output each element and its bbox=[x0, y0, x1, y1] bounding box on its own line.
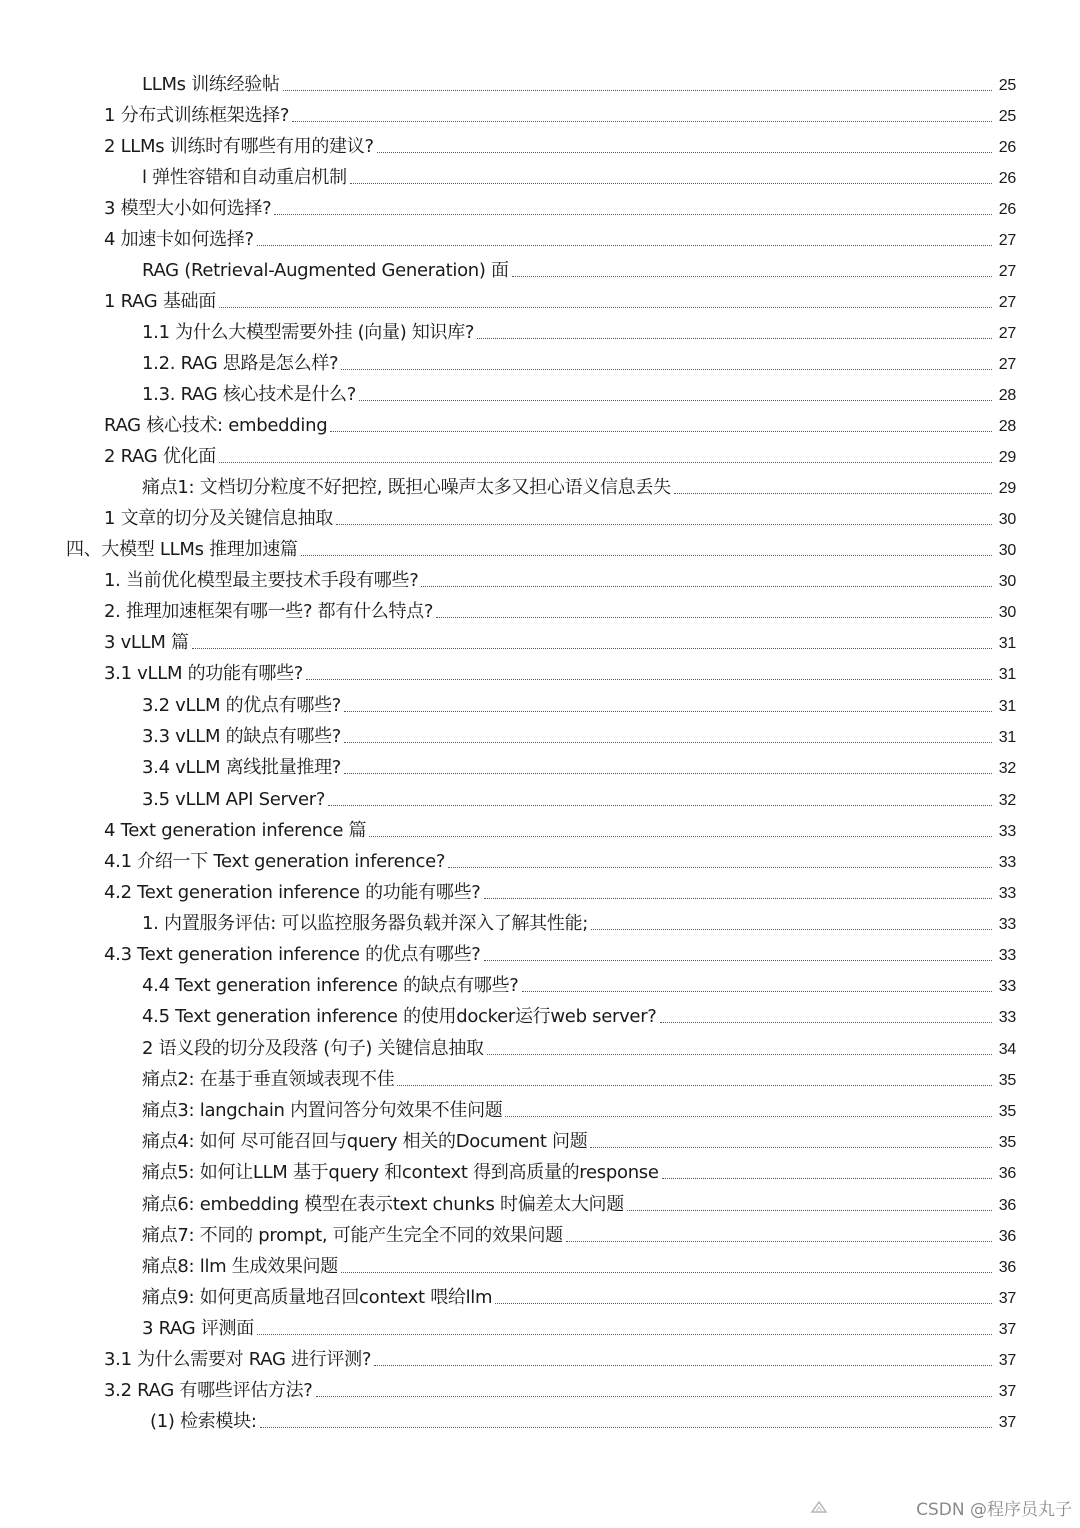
toc-page-number: 33 bbox=[998, 823, 1016, 840]
toc-entry[interactable] bbox=[104, 502, 1016, 530]
toc-page-number: 36 bbox=[998, 1228, 1016, 1245]
toc-dot-leader bbox=[374, 1365, 992, 1366]
toc-entry-title: 痛点9: 如何更高质量地召回context 喂给llm bbox=[142, 1287, 493, 1308]
toc-entry[interactable] bbox=[142, 1281, 1016, 1309]
toc-entry-title: RAG 核心技术: embedding bbox=[104, 415, 328, 436]
toc-entry[interactable] bbox=[104, 626, 1016, 654]
toc-page-number: 33 bbox=[998, 978, 1016, 995]
toc-entry-title: 3.3 vLLM 的缺点有哪些? bbox=[142, 726, 342, 747]
toc-entry-title: 3.2 vLLM 的优点有哪些? bbox=[142, 695, 342, 716]
toc-dot-leader bbox=[448, 867, 992, 868]
toc-dot-leader bbox=[336, 524, 992, 525]
toc-entry-title: 1. 内置服务评估: 可以监控服务器负载并深入了解其性能; bbox=[142, 913, 589, 934]
toc-entry[interactable] bbox=[142, 1250, 1016, 1278]
toc-page-number: 33 bbox=[998, 916, 1016, 933]
toc-dot-leader bbox=[219, 462, 992, 463]
toc-dot-leader bbox=[257, 1334, 992, 1335]
toc-page-number: 35 bbox=[998, 1072, 1016, 1089]
toc-entry[interactable] bbox=[104, 876, 1016, 904]
toc-entry-title: 4 Text generation inference 篇 bbox=[104, 820, 367, 841]
toc-dot-leader bbox=[674, 493, 992, 494]
toc-page-number: 30 bbox=[998, 542, 1016, 559]
toc-entry[interactable] bbox=[104, 285, 1016, 313]
toc-entry[interactable] bbox=[142, 1094, 1016, 1122]
toc-entry-title: 2 语义段的切分及段落 (句子) 关键信息抽取 bbox=[142, 1038, 484, 1059]
toc-entry[interactable] bbox=[104, 657, 1016, 685]
toc-entry-title: 3.2 RAG 有哪些评估方法? bbox=[104, 1380, 313, 1401]
toc-entry[interactable] bbox=[104, 595, 1016, 623]
toc-entry[interactable] bbox=[142, 68, 1016, 96]
toc-entry-title: LLMs 训练经验帖 bbox=[142, 74, 280, 95]
toc-dot-leader bbox=[292, 121, 992, 122]
toc-entry[interactable] bbox=[142, 347, 1016, 375]
toc-page-number: 32 bbox=[998, 760, 1016, 777]
toc-dot-leader bbox=[260, 1427, 992, 1428]
toc-page-number: 33 bbox=[998, 854, 1016, 871]
toc-entry-title: 痛点4: 如何 尽可能召回与query 相关的Document 问题 bbox=[142, 1131, 588, 1152]
toc-page-number: 28 bbox=[998, 387, 1016, 404]
toc-page-number: 35 bbox=[998, 1134, 1016, 1151]
toc-entry-title: 痛点6: embedding 模型在表示text chunks 时偏差太大问题 bbox=[142, 1194, 624, 1215]
toc-dot-leader bbox=[219, 307, 992, 308]
toc-entry-title: RAG (Retrieval-Augmented Generation) 面 bbox=[142, 260, 509, 281]
toc-entry[interactable] bbox=[142, 1188, 1016, 1216]
toc-entry[interactable] bbox=[104, 223, 1016, 251]
toc-entry-title: l 弹性容错和自动重启机制 bbox=[142, 167, 347, 188]
toc-page-number: 37 bbox=[998, 1352, 1016, 1369]
toc-page-number: 30 bbox=[998, 511, 1016, 528]
toc-entry-title: 1 文章的切分及关键信息抽取 bbox=[104, 508, 333, 529]
toc-page-number: 37 bbox=[998, 1383, 1016, 1400]
toc-entry[interactable] bbox=[142, 1063, 1016, 1091]
toc-dot-leader bbox=[344, 711, 992, 712]
toc-entry-title: 4.4 Text generation inference 的缺点有哪些? bbox=[142, 975, 519, 996]
toc-dot-leader bbox=[306, 679, 992, 680]
toc-entry-title: 3 RAG 评测面 bbox=[142, 1318, 254, 1339]
toc-dot-leader bbox=[316, 1396, 992, 1397]
toc-entry[interactable] bbox=[104, 409, 1016, 437]
toc-entry-title: 2. 推理加速框架有哪一些? 都有什么特点? bbox=[104, 601, 434, 622]
toc-dot-leader bbox=[495, 1303, 992, 1304]
toc-dot-leader bbox=[436, 617, 992, 618]
toc-entry[interactable] bbox=[66, 533, 1016, 561]
toc-page-number: 25 bbox=[998, 108, 1016, 125]
toc-entry-title: 痛点1: 文档切分粒度不好把控, 既担心噪声太多又担心语义信息丢失 bbox=[142, 477, 671, 498]
toc-entry-title: 4.3 Text generation inference 的优点有哪些? bbox=[104, 944, 481, 965]
toc-entry-title: 痛点2: 在基于垂直领域表现不佳 bbox=[142, 1069, 395, 1090]
watermark: CSDN @程序员丸子 bbox=[916, 1500, 1072, 1520]
toc-page-number: 30 bbox=[998, 604, 1016, 621]
toc-entry[interactable] bbox=[142, 1032, 1016, 1060]
toc-page-number: 28 bbox=[998, 418, 1016, 435]
toc-dot-leader bbox=[662, 1178, 992, 1179]
toc-dot-leader bbox=[512, 276, 992, 277]
toc-entry-title: 1. 当前优化模型最主要技术手段有哪些? bbox=[104, 570, 419, 591]
toc-dot-leader bbox=[377, 152, 992, 153]
toc-dot-leader bbox=[301, 555, 992, 556]
toc-entry[interactable] bbox=[142, 316, 1016, 344]
toc-dot-leader bbox=[421, 586, 992, 587]
toc-page-number: 27 bbox=[998, 294, 1016, 311]
toc-entry[interactable] bbox=[142, 1125, 1016, 1153]
toc-page-number: 31 bbox=[998, 666, 1016, 683]
toc-dot-leader bbox=[477, 338, 992, 339]
toc-entry[interactable] bbox=[142, 1156, 1016, 1184]
toc-page-number: 33 bbox=[998, 885, 1016, 902]
toc-page-number: 34 bbox=[998, 1041, 1016, 1058]
toc-dot-leader bbox=[397, 1085, 992, 1086]
toc-entry-title: 1.3. RAG 核心技术是什么? bbox=[142, 384, 356, 405]
toc-page-number: 33 bbox=[998, 947, 1016, 964]
toc-entry[interactable] bbox=[142, 783, 1016, 811]
toc-page-number: 30 bbox=[998, 573, 1016, 590]
toc-entry-title: 4.5 Text generation inference 的使用docker运行web server? bbox=[142, 1006, 657, 1027]
toc-entry-title: 痛点7: 不同的 prompt, 可能产生完全不同的效果问题 bbox=[142, 1225, 563, 1246]
toc-page-number: 27 bbox=[998, 325, 1016, 342]
toc-entry-title: 痛点5: 如何让LLM 基于query 和context 得到高质量的response bbox=[142, 1162, 659, 1183]
toc-page-number: 31 bbox=[998, 698, 1016, 715]
toc-page-number: 27 bbox=[998, 356, 1016, 373]
toc-entry[interactable] bbox=[104, 938, 1016, 966]
toc-entry-title: 3.1 vLLM 的功能有哪些? bbox=[104, 663, 304, 684]
toc-entry[interactable] bbox=[104, 564, 1016, 592]
toc-page-number: 29 bbox=[998, 449, 1016, 466]
toc-entry-title: 3.4 vLLM 离线批量推理? bbox=[142, 757, 342, 778]
toc-page-number: 37 bbox=[998, 1290, 1016, 1307]
toc-dot-leader bbox=[359, 400, 992, 401]
toc-dot-leader bbox=[283, 90, 992, 91]
toc-dot-leader bbox=[484, 898, 992, 899]
toc-dot-leader bbox=[257, 245, 992, 246]
toc-entry-title: 3.1 为什么需要对 RAG 进行评测? bbox=[104, 1349, 372, 1370]
toc-entry-title: 4 加速卡如何选择? bbox=[104, 229, 254, 250]
toc-dot-leader bbox=[328, 805, 992, 806]
toc-page-number: 25 bbox=[998, 77, 1016, 94]
toc-page-number: 36 bbox=[998, 1197, 1016, 1214]
toc-dot-leader bbox=[344, 773, 992, 774]
toc-dot-leader bbox=[566, 1241, 992, 1242]
toc-dot-leader bbox=[192, 648, 992, 649]
toc-entry[interactable] bbox=[142, 378, 1016, 406]
toc-entry[interactable] bbox=[104, 1343, 1016, 1371]
toc-dot-leader bbox=[350, 183, 992, 184]
toc-page-number: 33 bbox=[998, 1009, 1016, 1026]
toc-page-number: 37 bbox=[998, 1414, 1016, 1431]
toc-entry[interactable] bbox=[142, 907, 1016, 935]
toc-entry-title: 3 vLLM 篇 bbox=[104, 632, 189, 653]
toc-entry[interactable] bbox=[142, 161, 1016, 189]
toc-entry[interactable] bbox=[104, 192, 1016, 220]
toc-page-number: 26 bbox=[998, 201, 1016, 218]
toc-dot-leader bbox=[660, 1022, 992, 1023]
toc-entry-title: 3.5 vLLM API Server? bbox=[142, 789, 326, 810]
toc-entry-title: 痛点8: llm 生成效果问题 bbox=[142, 1256, 338, 1277]
toc-entry-title: 1 RAG 基础面 bbox=[104, 291, 216, 312]
toc-entry-title: 1 分布式训练框架选择? bbox=[104, 105, 290, 126]
toc-entry-title: 4.1 介绍一下 Text generation inference? bbox=[104, 851, 446, 872]
toc-dot-leader bbox=[487, 1054, 992, 1055]
toc-dot-leader bbox=[484, 960, 992, 961]
toc-dot-leader bbox=[369, 836, 992, 837]
toc-page-number: 32 bbox=[998, 792, 1016, 809]
toc-dot-leader bbox=[274, 214, 992, 215]
toc-entry-title: 痛点3: langchain 内置问答分句效果不佳问题 bbox=[142, 1100, 503, 1121]
toc-entry[interactable] bbox=[142, 254, 1016, 282]
toc-entry[interactable] bbox=[142, 720, 1016, 748]
toc-page-number: 27 bbox=[998, 232, 1016, 249]
toc-entry[interactable] bbox=[104, 845, 1016, 873]
toc-page-number: 27 bbox=[998, 263, 1016, 280]
toc-entry[interactable] bbox=[142, 1312, 1016, 1340]
toc-page-number: 29 bbox=[998, 480, 1016, 497]
toc-page-number: 35 bbox=[998, 1103, 1016, 1120]
toc-entry-title: 2 LLMs 训练时有哪些有用的建议? bbox=[104, 136, 374, 157]
toc-entry[interactable] bbox=[104, 1374, 1016, 1402]
toc-entry-title: 四、大模型 LLMs 推理加速篇 bbox=[66, 539, 298, 560]
toc-entry-title: 4.2 Text generation inference 的功能有哪些? bbox=[104, 882, 481, 903]
toc-page-number: 37 bbox=[998, 1321, 1016, 1338]
toc-dot-leader bbox=[341, 1272, 992, 1273]
toc-entry[interactable] bbox=[142, 969, 1016, 997]
toc-entry[interactable] bbox=[142, 689, 1016, 717]
toc-entry[interactable] bbox=[104, 814, 1016, 842]
toc-page-number: 26 bbox=[998, 139, 1016, 156]
toc-page-number: 26 bbox=[998, 170, 1016, 187]
toc-dot-leader bbox=[522, 991, 992, 992]
toc-dot-leader bbox=[330, 431, 992, 432]
toc-entry[interactable] bbox=[104, 440, 1016, 468]
toc-entry[interactable] bbox=[142, 471, 1016, 499]
toc-dot-leader bbox=[590, 1147, 992, 1148]
toc-entry-title: 1.2. RAG 思路是怎么样? bbox=[142, 353, 339, 374]
toc-dot-leader bbox=[591, 929, 992, 930]
toc-entry[interactable] bbox=[142, 1000, 1016, 1028]
toc-entry[interactable] bbox=[104, 130, 1016, 158]
toc-entry[interactable] bbox=[104, 99, 1016, 127]
toc-page-number: 31 bbox=[998, 729, 1016, 746]
toc-entry-title: 1.1 为什么大模型需要外挂 (向量) 知识库? bbox=[142, 322, 475, 343]
toc-entry[interactable] bbox=[142, 1219, 1016, 1247]
toc-dot-leader bbox=[341, 369, 992, 370]
toc-dot-leader bbox=[627, 1210, 992, 1211]
toc-dot-leader bbox=[505, 1116, 992, 1117]
toc-entry-title: (1) 检索模块: bbox=[150, 1411, 257, 1432]
toc-dot-leader bbox=[344, 742, 992, 743]
toc-page-number: 31 bbox=[998, 635, 1016, 652]
toc-entry[interactable] bbox=[142, 751, 1016, 779]
csdn-logo-icon bbox=[810, 1500, 828, 1514]
toc-entry-title: 2 RAG 优化面 bbox=[104, 446, 216, 467]
toc-page-number: 36 bbox=[998, 1259, 1016, 1276]
toc-entry[interactable] bbox=[150, 1405, 1016, 1433]
toc-page-number: 36 bbox=[998, 1165, 1016, 1182]
toc-entry-title: 3 模型大小如何选择? bbox=[104, 198, 272, 219]
